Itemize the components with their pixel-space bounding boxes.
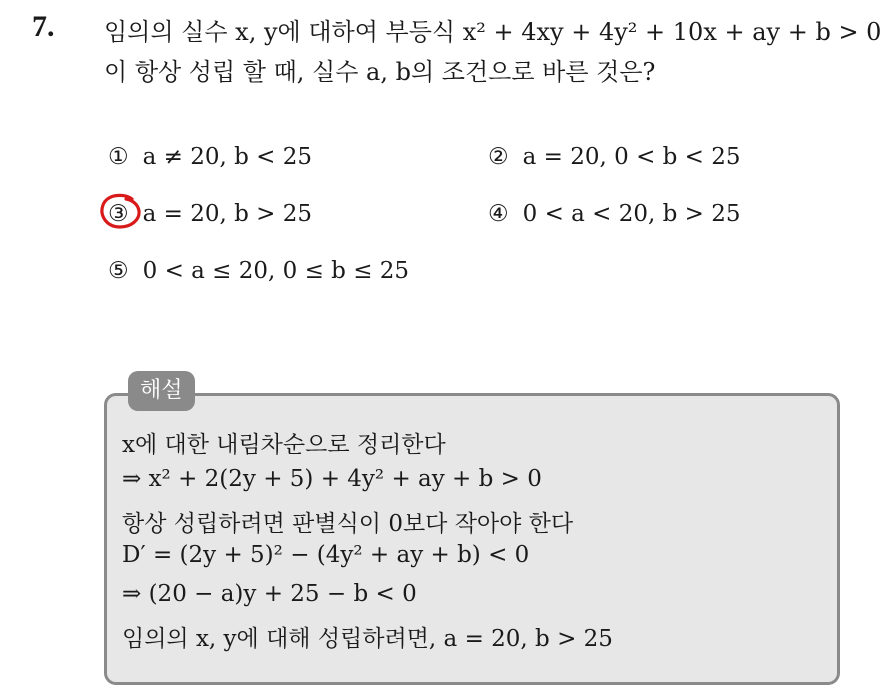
choice-marker: ⑤	[108, 258, 129, 284]
solution-line-3: 항상 성립하려면 판별식이 0보다 작아야 한다	[122, 511, 574, 537]
solution-tag: 해설	[128, 371, 195, 411]
solution-line-2: ⇒ x² + 2(2y + 5) + 4y² + ay + b > 0	[122, 466, 542, 492]
choice-marker: ②	[488, 144, 509, 170]
question-number: 7.	[32, 10, 55, 43]
choice-4[interactable]	[488, 201, 741, 227]
solution-line-5: ⇒ (20 − a)y + 25 − b < 0	[122, 581, 417, 607]
question-text-line-1: 임의의 실수 x, y에 대하여 부등식 x² + 4xy + 4y² + 10x + ay + b > 0	[104, 18, 882, 46]
choice-text: a = 20, 0 < b < 25	[522, 144, 741, 170]
choice-2[interactable]	[488, 144, 741, 170]
choice-1[interactable]	[108, 144, 312, 170]
choice-marker: ③	[108, 201, 129, 227]
choice-marker: ①	[108, 144, 129, 170]
solution-line-6: 임의의 x, y에 대해 성립하려면, a = 20, b > 25	[122, 626, 613, 652]
choice-marker: ④	[488, 201, 509, 227]
solution-line-1: x에 대한 내림차순으로 정리한다	[122, 432, 446, 458]
choice-text: a ≠ 20, b < 25	[142, 144, 313, 170]
choice-5[interactable]	[108, 258, 409, 284]
question-text-line-2: 이 항상 성립 할 때, 실수 a, b의 조건으로 바른 것은?	[104, 58, 656, 86]
choice-text: 0 < a ≤ 20, 0 ≤ b ≤ 25	[142, 258, 410, 284]
solution-line-4: D′ = (2y + 5)² − (4y² + ay + b) < 0	[122, 542, 530, 568]
choice-3[interactable]	[108, 201, 312, 227]
choice-text: 0 < a < 20, b > 25	[522, 201, 741, 227]
choice-text: a = 20, b > 25	[142, 201, 313, 227]
